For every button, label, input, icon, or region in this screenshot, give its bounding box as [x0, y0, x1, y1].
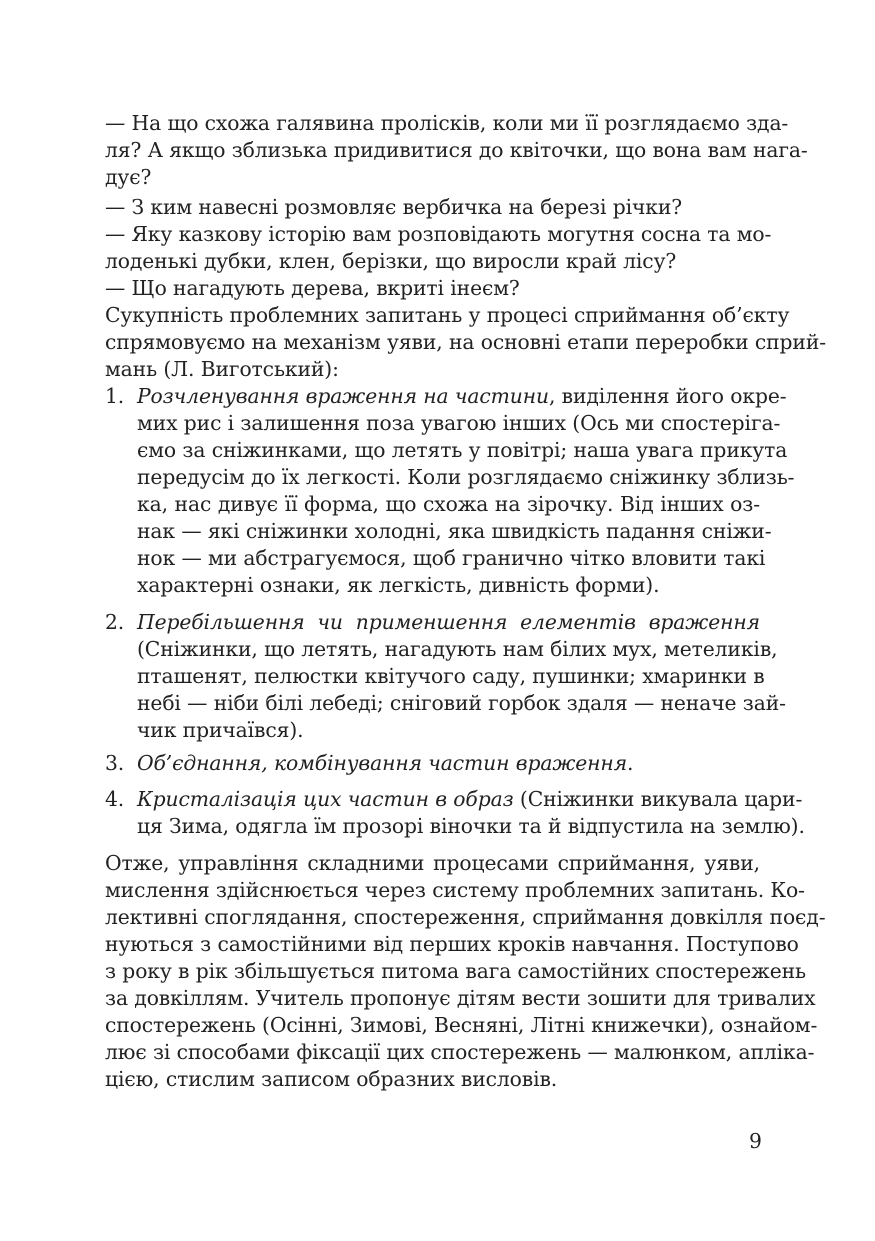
- list-number: 2.: [105, 610, 125, 634]
- text-line: дує?: [105, 165, 152, 189]
- list-item-1-line: нак — які сніжинки холодні, яка швидкість падання сніжи-: [137, 519, 772, 543]
- text-line: лективні споглядання, спостереження, сприймання довкілля поєд-: [105, 905, 826, 929]
- list-line: Перебільшення чи применшення елементів враження: [137, 610, 760, 634]
- text-line: нуються з самостійними від перших кроків навчання. Поступово: [105, 932, 799, 956]
- list-item-1-line: передусім до їх легкості. Коли розглядаємо сніжинку зблизь-: [137, 465, 795, 489]
- list-item-2-line: пташенят, пелюстки квітучого саду, пушинки; хмаринки в: [137, 664, 765, 688]
- text-line: — На що схожа галявина пролісків, коли ми її розглядаємо зда-: [105, 111, 789, 135]
- list-item-1-line: нок — ми абстрагуємося, щоб гранично чітко вловити такі: [137, 546, 766, 570]
- list-item-2-line: (Сніжинки, що летять, нагадують нам білих мух, метеликів,: [137, 637, 778, 661]
- list-item-1-line: ка, нас дивує її форма, що схожа на зірочку. Від інших оз-: [137, 492, 760, 516]
- list-line: Об’єднання, комбінування частин враження.: [137, 751, 634, 775]
- page-number: 9: [749, 1129, 762, 1153]
- list-number: 1.: [105, 384, 125, 408]
- list-item-4: [105, 786, 803, 813]
- list-item-1-line: ємо за сніжинками, що летять у повітрі; наша увага прикута: [137, 438, 788, 462]
- list-item-4-line: ця Зима, одягла їм прозорі віночки та й відпустила на землю).: [137, 814, 805, 838]
- list-item-1-line: характерні ознаки, як легкість, дивність форми).: [137, 573, 660, 597]
- list-item-1-line: мих рис і залишення поза увагою інших (Ось ми спостеріга-: [137, 411, 781, 435]
- text-line: мислення здійснюється через систему проблемних запитань. Ко-: [105, 878, 805, 902]
- text-line: Отже, управління складними процесами сприймання, уяви,: [105, 851, 760, 875]
- text-line: цією, стислим записом образних висловів.: [105, 1067, 558, 1091]
- list-item-1: [105, 383, 787, 410]
- text-line: Сукупність проблемних запитань у процесі сприймання об’єкту: [105, 303, 790, 327]
- text-line: за довкіллям. Учитель пропонує дітям вести зошити для тривалих: [105, 986, 816, 1010]
- list-number: 3.: [105, 751, 125, 775]
- text-line: з року в рік збільшується питома вага самостійних спостережень: [105, 959, 806, 983]
- text-line: мань (Л. Виготський):: [105, 357, 339, 381]
- text-line: спостережень (Осінні, Зимові, Весняні, Літні книжечки), ознайом-: [105, 1013, 818, 1037]
- list-number: 4.: [105, 787, 125, 811]
- list-item-3: [105, 750, 760, 777]
- list-item-2: [105, 609, 760, 636]
- list-item-2-line: чик причаївся).: [137, 718, 304, 742]
- text-line: спрямовуємо на механізм уяви, на основні етапи переробки сприй-: [105, 330, 827, 354]
- text-line: — З ким навесні розмовляє вербичка на березі річки?: [105, 195, 683, 219]
- list-line: Кристалізація цих частин в образ (Сніжинки викувала цари-: [137, 787, 803, 811]
- list-item-2-line: небі — ніби білі лебеді; сніговий горбок здаля — неначе зай-: [137, 691, 786, 715]
- text-line: — Що нагадують дерева, вкриті інеєм?: [105, 276, 520, 300]
- list-line: Розчленування враження на частини, виділення його окре-: [137, 384, 787, 408]
- text-line: лює зі способами фіксації цих спостережень — малюнком, апліка-: [105, 1040, 815, 1064]
- text-line: лоденькі дубки, клен, берізки, що виросли край лісу?: [105, 249, 677, 273]
- text-line: ля? А якщо зблизька придивитися до квіточки, що вона вам нага-: [105, 138, 808, 162]
- text-line: — Яку казкову історію вам розповідають могутня сосна та мо-: [105, 222, 772, 246]
